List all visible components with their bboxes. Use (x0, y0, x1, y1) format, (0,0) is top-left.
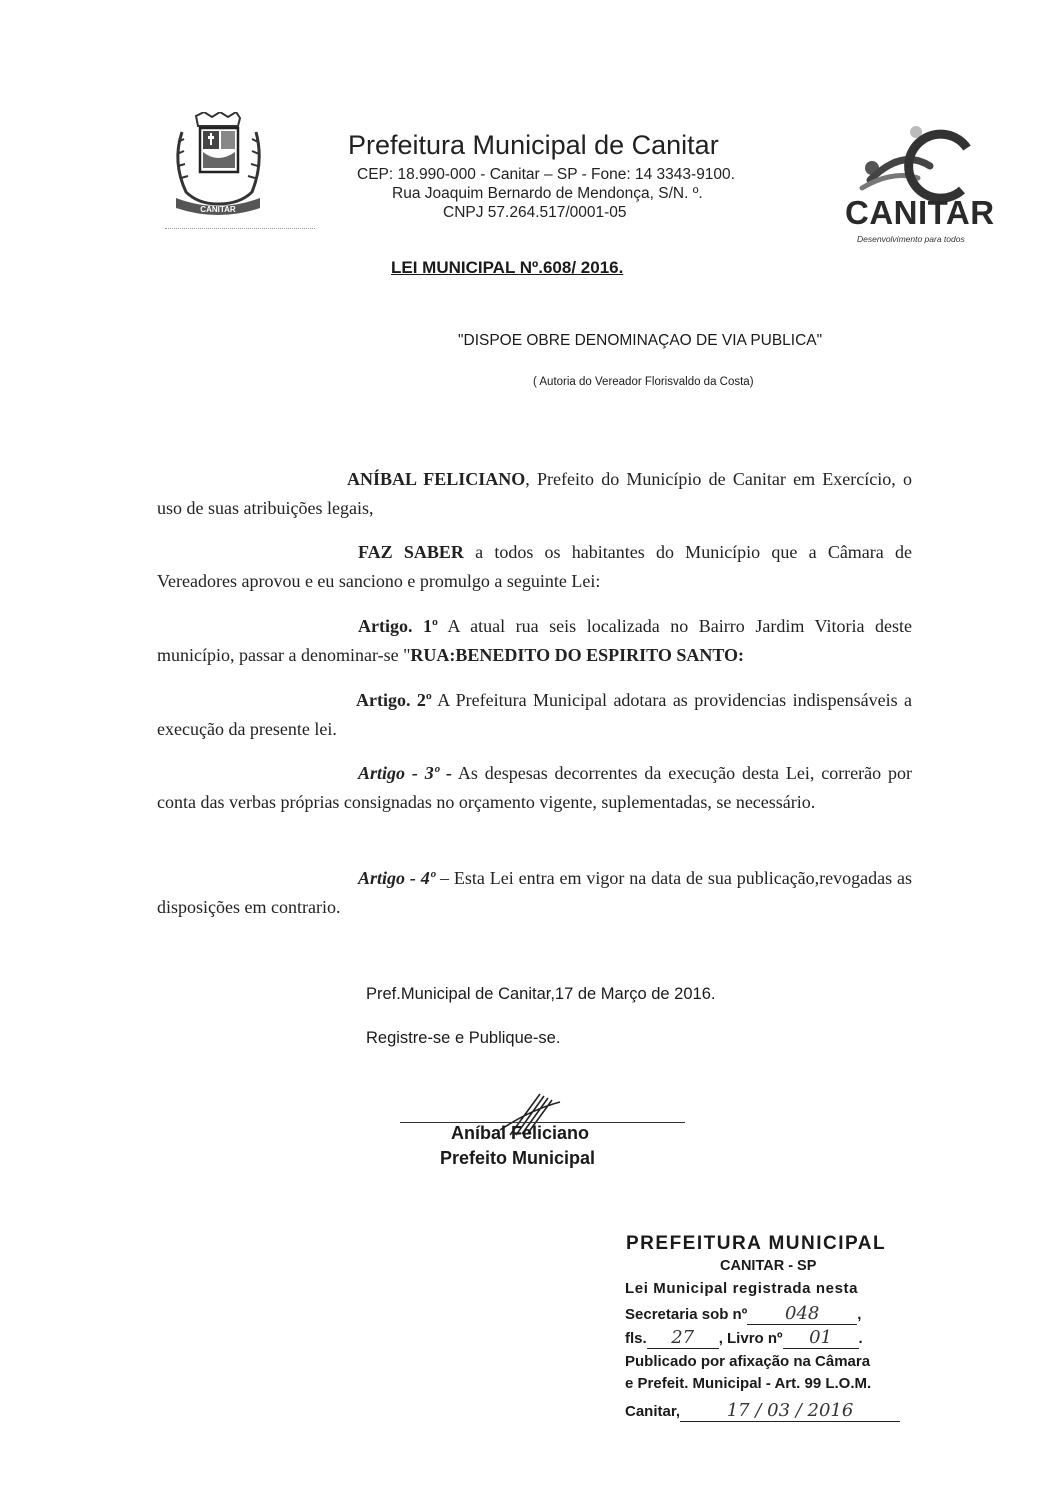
faz-saber-label: FAZ SABER (358, 542, 464, 562)
stamp-line-number: Secretaria sob nº 048 , (625, 1303, 862, 1324)
stamp-date-label: Canitar, (625, 1403, 681, 1420)
stamp-line-pages: fls. 27 , Livro nº 01 . (625, 1327, 863, 1348)
paragraph-faz-saber (157, 538, 912, 596)
article-1 (157, 612, 912, 670)
law-title: LEI MUNICIPAL Nº.608/ 2016. (391, 258, 624, 277)
article-4-label: Artigo - 4º (358, 868, 436, 888)
stamp-number-label: Secretaria sob nº (625, 1306, 748, 1323)
stamp-city: CANITAR - SP (720, 1258, 817, 1274)
article-2 (157, 686, 912, 744)
register-publish-note: Registre-se e Publique-se. (366, 1029, 561, 1047)
stamp-pages-value: 27 (647, 1327, 719, 1349)
office-name: Prefeitura Municipal de Canitar (348, 130, 719, 160)
stamp-line-article: e Prefeit. Municipal - Art. 99 L.O.M. (625, 1375, 872, 1392)
place-date: Pref.Municipal de Canitar,17 de Março de 2016. (366, 985, 716, 1003)
logo-tagline: Desenvolvimento para todos (857, 234, 965, 244)
stamp-date-value: 17 / 03 / 2016 (680, 1400, 900, 1422)
article-4 (157, 864, 912, 922)
signer-name: Aníbal Feliciano (451, 1123, 590, 1143)
article-1-label: Artigo. 1º (358, 616, 438, 636)
article-3-label: Artigo - 3º - (358, 763, 452, 783)
article-1-text: A atual rua seis localizada no Bairro Jardim Vitoria deste município, passar a denominar-se " (157, 616, 912, 665)
stamp-number-value: 048 (747, 1303, 857, 1325)
stamp-line-published: Publicado por afixação na Câmara (625, 1353, 871, 1370)
preamble-text: , Prefeito do Município de Canitar em Exercício, o uso de suas atribuições legais, (157, 469, 912, 518)
faz-saber-text: a todos os habitantes do Município que a Câmara de Vereadores aprovou e eu sanciono e promulgo a seguinte Lei: (157, 542, 912, 591)
article-2-text: A Prefeitura Municipal adotara as providencias indispensáveis a execução da presente lei. (157, 690, 912, 739)
stamp-pages-label: fls. (625, 1330, 647, 1347)
paragraph-preamble (157, 465, 912, 523)
mayor-name: ANÍBAL FELICIANO (347, 469, 526, 489)
article-3-text: As despesas decorrentes da execução desta Lei, correrão por conta das verbas próprias consignadas no orçamento vigente, suplementadas, se necessário. (157, 763, 913, 812)
signer-role: Prefeito Municipal (440, 1148, 596, 1168)
stamp-title: PREFEITURA MUNICIPAL (626, 1233, 887, 1254)
coat-caption-line (165, 228, 315, 235)
article-3 (157, 759, 912, 817)
logo-wordmark: CANITAR (845, 194, 995, 231)
stamp-line-date (625, 1400, 900, 1422)
article-2-label: Artigo. 2º (356, 690, 432, 710)
coat-of-arms (168, 112, 268, 224)
article-4-text: – Esta Lei entra em vigor na data de sua publicação,revogadas as disposições em contrario. (157, 868, 913, 917)
address-line-1: CEP: 18.990-000 - Canitar – SP - Fone: 14 3343-9100. (357, 166, 735, 183)
stamp-line-registered: Lei Municipal registrada nesta (625, 1280, 859, 1297)
stamp-book-label: , Livro nº (718, 1330, 783, 1347)
address-line-2: Rua Joaquim Bernardo de Mendonça, S/N. º. (392, 185, 703, 202)
law-subject: "DISPOE OBRE DENOMINAÇAO DE VIA PUBLICA" (458, 332, 823, 349)
address-line-3: CNPJ 57.264.517/0001-05 (443, 204, 627, 221)
law-author: ( Autoria do Vereador Florisvaldo da Costa) (533, 376, 754, 388)
coat-ribbon-text: CANITAR (200, 205, 236, 214)
street-new-name: RUA:BENEDITO DO ESPIRITO SANTO: (410, 645, 745, 665)
stamp-book-value: 01 (783, 1327, 859, 1349)
